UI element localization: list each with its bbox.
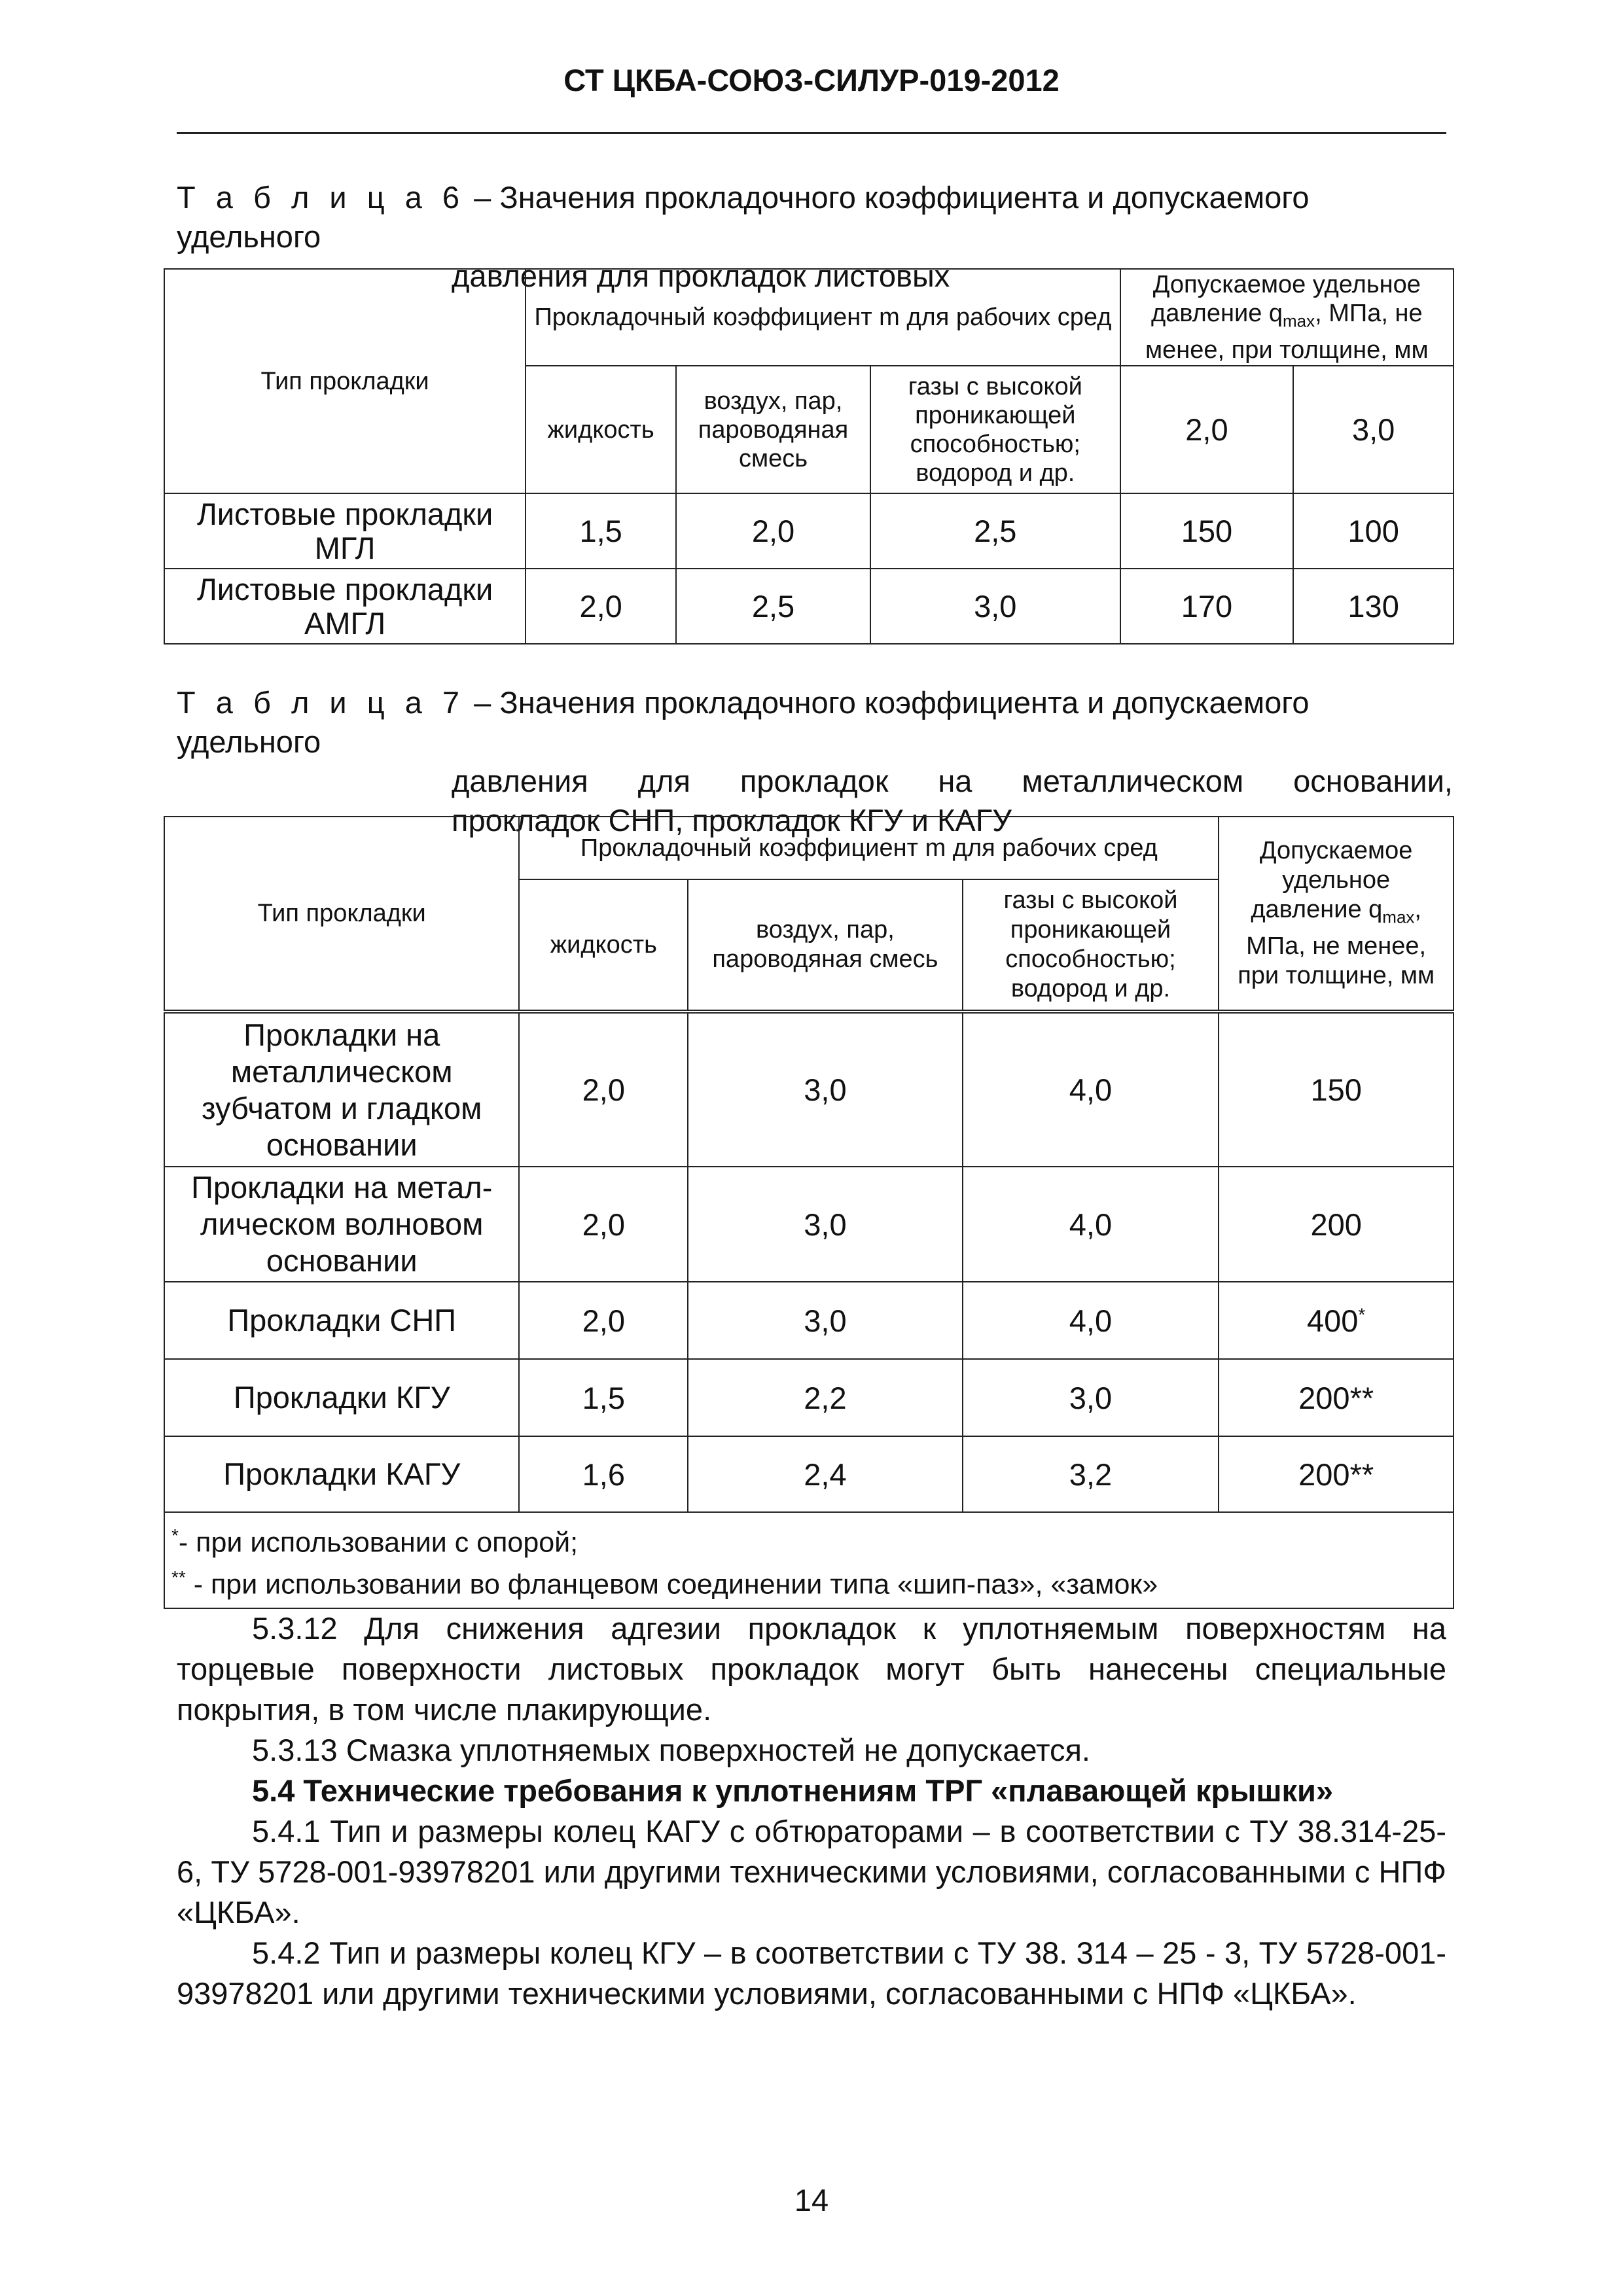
table7-header-type: Тип прокладки bbox=[164, 817, 519, 1012]
table6-cell-liquid: 2,0 bbox=[526, 569, 676, 644]
table6-header-type: Тип прокладки bbox=[164, 269, 526, 493]
table7-sub-gas: газы с высокой проникающей способностью; водород и др. bbox=[963, 879, 1219, 1012]
table7-cell-pressure: 200 bbox=[1219, 1167, 1454, 1282]
table7-cell-type: Прокладки СНП bbox=[164, 1282, 519, 1359]
table7-cell-type: Прокладки КАГУ bbox=[164, 1436, 519, 1512]
paragraph-5-3-12: 5.3.12 Для снижения адгезии прокладок к уплотняемым поверхностям на торцевые поверхности листовых прокладок могут быть нанесены специальные покрытия, в том числе плакирующие. bbox=[177, 1611, 1446, 1727]
table7-cell-liquid: 2,0 bbox=[519, 1012, 688, 1167]
table7-header-pressure: Допускаемое удельное давление $q_{max}$, МПа, не менее, при толщине, мм bbox=[1219, 817, 1454, 1012]
section-heading-5-4: 5.4 Технические требования к уплотнениям ТРГ «плавающей крышки» bbox=[252, 1773, 1334, 1808]
table7-cell-pressure: 200** bbox=[1219, 1436, 1454, 1512]
table6-caption-lead: Т а б л и ц а 6 bbox=[177, 180, 466, 215]
table6-cell-p1: 150 bbox=[1120, 493, 1294, 569]
page-number: 14 bbox=[794, 2183, 829, 2217]
table7-cell-type: Прокладки на металлическом зубчатом и гладком основании bbox=[164, 1012, 519, 1167]
table6-cell-type: Листовые прокладки МГЛ bbox=[164, 493, 526, 569]
table7-cell-gas: 3,2 bbox=[963, 1436, 1219, 1512]
table7-cell-gas: 4,0 bbox=[963, 1012, 1219, 1167]
table7-cell-air: 3,0 bbox=[688, 1282, 962, 1359]
table6-thickness-2: 3,0 bbox=[1293, 366, 1454, 493]
table7-cell-liquid: 2,0 bbox=[519, 1282, 688, 1359]
table7-cell-liquid: 1,5 bbox=[519, 1359, 688, 1436]
table6-sub-gas: газы с высокой проникающей способностью; водород и др. bbox=[870, 366, 1120, 493]
header-rule bbox=[177, 132, 1446, 134]
table6-header-pressure: Допускаемое удельное давление $q_{max}$, МПа, не менее, при толщине, мм bbox=[1120, 269, 1454, 366]
table7-caption-line3: прокладок СНП, прокладок КГУ и КАГУ bbox=[452, 803, 1012, 838]
table-row bbox=[164, 1167, 1454, 1282]
table7-cell-air: 3,0 bbox=[688, 1012, 962, 1167]
table6-caption-line2: давления для прокладок листовых bbox=[452, 258, 950, 293]
table7-note-1: *- при использовании с опорой; bbox=[171, 1525, 579, 1559]
table7-header-coef: Прокладочный коэффициент m для рабочих сред bbox=[519, 817, 1219, 879]
table6-cell-air: 2,5 bbox=[676, 569, 870, 644]
table7-cell-air: 2,2 bbox=[688, 1359, 962, 1436]
table7-cell-liquid: 1,6 bbox=[519, 1436, 688, 1512]
table7-cell-gas: 4,0 bbox=[963, 1282, 1219, 1359]
paragraph-5-4-1: 5.4.1 Тип и размеры колец КАГУ с обтюраторами – в соответствии с ТУ 38.314-25-6, ТУ 5728-001-93978201 или другими техническими условиями, согласованными с НПФ «ЦКБА». bbox=[177, 1814, 1446, 1930]
table7-cell-type: Прокладки на метал-лическом волновом основании bbox=[164, 1167, 519, 1282]
table-row bbox=[164, 1359, 1454, 1436]
table7-caption-lead: Т а б л и ц а 7 bbox=[177, 685, 466, 720]
table6-header-coef: Прокладочный коэффициент m для рабочих сред bbox=[526, 269, 1120, 366]
table6-sub-air: воздух, пар, пароводяная смесь bbox=[676, 366, 870, 493]
table7-notes bbox=[164, 1512, 1454, 1608]
table6-cell-gas: 2,5 bbox=[870, 493, 1120, 569]
table6-cell-p2: 100 bbox=[1293, 493, 1454, 569]
table7-sub-air: воздух, пар, пароводяная смесь bbox=[688, 879, 962, 1012]
table7-caption-line2: давления для прокладок на металлическом основании, bbox=[452, 764, 1453, 798]
table7 bbox=[164, 816, 1454, 1609]
paragraph-5-4-2: 5.4.2 Тип и размеры колец КГУ – в соответствии с ТУ 38. 314 – 25 - 3, ТУ 5728-001-93978201 или другими техническими условиями, согласованными с НПФ «ЦКБА». bbox=[177, 1935, 1446, 2011]
table-row bbox=[164, 1282, 1454, 1359]
table7-cell-air: 2,4 bbox=[688, 1436, 962, 1512]
table7-caption-line1: – Значения прокладочного коэффициента и допускаемого удельного bbox=[177, 685, 1310, 759]
table7-cell-pressure: 150 bbox=[1219, 1012, 1454, 1167]
table7-cell-liquid: 2,0 bbox=[519, 1167, 688, 1282]
table6 bbox=[164, 268, 1454, 645]
table6-cell-air: 2,0 bbox=[676, 493, 870, 569]
table7-cell-air: 3,0 bbox=[688, 1167, 962, 1282]
table6-cell-p2: 130 bbox=[1293, 569, 1454, 644]
table7-cell-pressure: 200** bbox=[1219, 1359, 1454, 1436]
table6-cell-type: Листовые прокладки АМГЛ bbox=[164, 569, 526, 644]
paragraph-5-3-13: 5.3.13 Смазка уплотняемых поверхностей не допускается. bbox=[252, 1733, 1090, 1767]
table6-cell-liquid: 1,5 bbox=[526, 493, 676, 569]
table-row bbox=[164, 569, 1454, 644]
table6-cell-p1: 170 bbox=[1120, 569, 1294, 644]
table6-thickness-1: 2,0 bbox=[1120, 366, 1294, 493]
table7-cell-type: Прокладки КГУ bbox=[164, 1359, 519, 1436]
table7-cell-gas: 4,0 bbox=[963, 1167, 1219, 1282]
table-row bbox=[164, 1436, 1454, 1512]
table6-sub-liquid: жидкость bbox=[526, 366, 676, 493]
table-row bbox=[164, 1012, 1454, 1167]
document-code: СТ ЦКБА-СОЮЗ-СИЛУР-019-2012 bbox=[563, 63, 1060, 97]
table6-caption-line1: – Значения прокладочного коэффициента и допускаемого удельного bbox=[177, 180, 1310, 254]
table6-cell-gas: 3,0 bbox=[870, 569, 1120, 644]
table7-cell-pressure: 400* bbox=[1219, 1282, 1454, 1359]
table7-cell-gas: 3,0 bbox=[963, 1359, 1219, 1436]
table7-sub-liquid: жидкость bbox=[519, 879, 688, 1012]
table7-note-2: ** - при использовании во фланцевом соединении типа «шип-паз», «замок» bbox=[171, 1567, 1158, 1600]
table-row bbox=[164, 493, 1454, 569]
